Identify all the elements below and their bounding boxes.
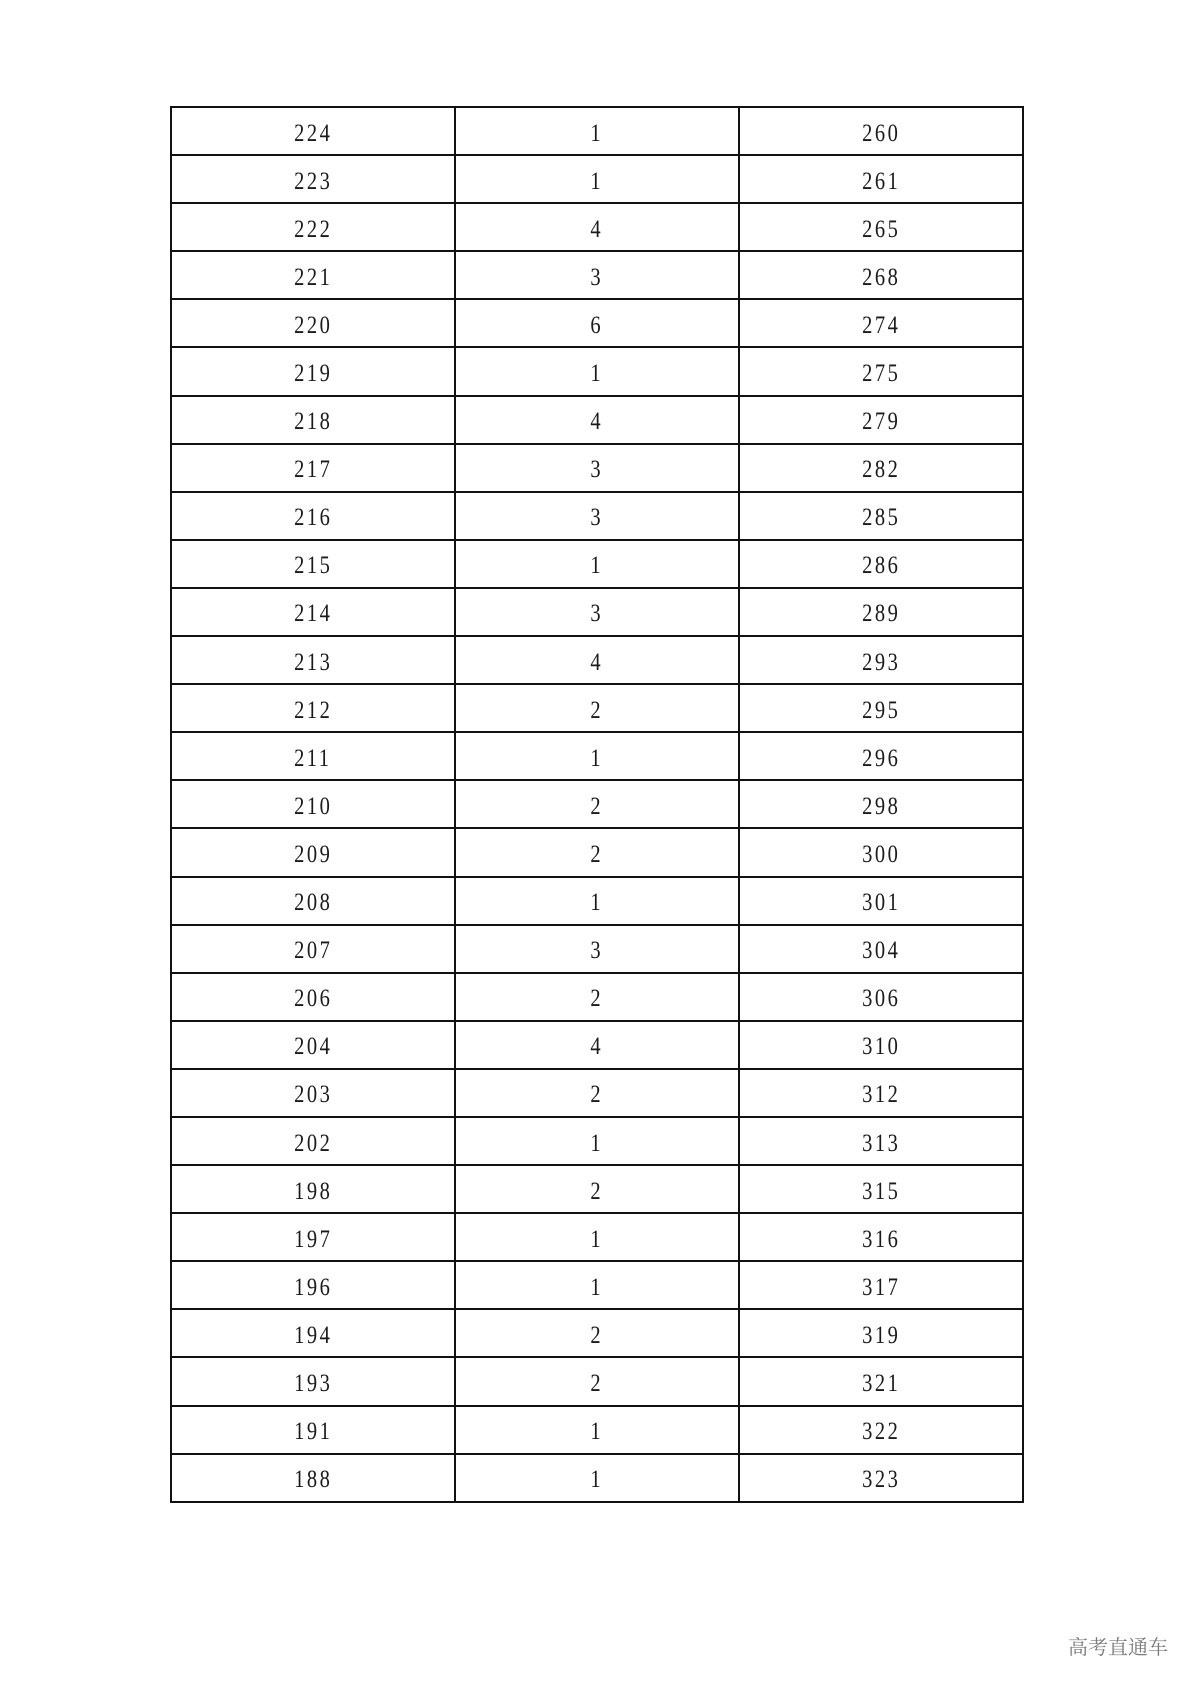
cumulative-cell-text: 306: [861, 985, 901, 1013]
count-cell: [455, 107, 739, 155]
score-cell: [171, 1357, 455, 1405]
cumulative-cell: [739, 636, 1023, 684]
count-cell-text: 1: [590, 167, 604, 195]
count-cell-text: 3: [590, 937, 604, 965]
cumulative-cell-text: 301: [861, 889, 901, 917]
count-cell: [455, 203, 739, 251]
count-cell: [455, 1309, 739, 1357]
count-cell: [455, 492, 739, 540]
score-cell: [171, 203, 455, 251]
cumulative-cell-text: 295: [861, 696, 901, 724]
cumulative-cell: [739, 684, 1023, 732]
score-distribution-table: [170, 106, 1024, 1503]
cumulative-cell: [739, 299, 1023, 347]
score-cell-text: 218: [293, 408, 333, 436]
table-row: [171, 107, 1023, 155]
cumulative-cell-text: 260: [861, 119, 901, 147]
score-cell-text: 216: [293, 504, 333, 532]
score-cell: [171, 732, 455, 780]
count-cell: [455, 1165, 739, 1213]
count-cell-text: 1: [590, 1129, 604, 1157]
table-body: [171, 107, 1023, 1502]
cumulative-cell: [739, 1069, 1023, 1117]
table-row: [171, 828, 1023, 876]
cumulative-cell-text: 274: [861, 311, 901, 339]
score-cell: [171, 251, 455, 299]
count-cell: [455, 1021, 739, 1069]
score-cell: [171, 347, 455, 395]
score-cell: [171, 155, 455, 203]
count-cell: [455, 1261, 739, 1309]
table-row: [171, 1406, 1023, 1454]
count-cell-text: 2: [590, 840, 604, 868]
table-row: [171, 155, 1023, 203]
score-cell: [171, 299, 455, 347]
count-cell: [455, 1069, 739, 1117]
count-cell-text: 1: [590, 552, 604, 580]
table-row: [171, 203, 1023, 251]
count-cell-text: 1: [590, 1225, 604, 1253]
table-row: [171, 396, 1023, 444]
score-cell-text: 204: [293, 1033, 333, 1061]
cumulative-cell: [739, 732, 1023, 780]
cumulative-cell-text: 300: [861, 840, 901, 868]
cumulative-cell: [739, 107, 1023, 155]
count-cell-text: 2: [590, 985, 604, 1013]
count-cell: [455, 1213, 739, 1261]
table-row: [171, 684, 1023, 732]
cumulative-cell: [739, 444, 1023, 492]
cumulative-cell-text: 310: [861, 1033, 901, 1061]
table-row: [171, 347, 1023, 395]
score-cell: [171, 396, 455, 444]
cumulative-cell-text: 316: [861, 1225, 901, 1253]
score-cell-text: 222: [293, 215, 333, 243]
count-cell: [455, 347, 739, 395]
score-cell-text: 212: [293, 696, 333, 724]
count-cell: [455, 396, 739, 444]
score-cell-text: 202: [293, 1129, 333, 1157]
score-cell-text: 207: [293, 937, 333, 965]
count-cell-text: 6: [590, 311, 604, 339]
table-row: [171, 636, 1023, 684]
score-cell-text: 194: [293, 1321, 333, 1349]
count-cell-text: 3: [590, 600, 604, 628]
cumulative-cell: [739, 1406, 1023, 1454]
count-cell: [455, 588, 739, 636]
score-cell: [171, 1406, 455, 1454]
score-cell: [171, 1069, 455, 1117]
cumulative-cell: [739, 155, 1023, 203]
cumulative-cell-text: 289: [861, 600, 901, 628]
score-cell: [171, 1165, 455, 1213]
count-cell-text: 1: [590, 1273, 604, 1301]
count-cell-text: 3: [590, 504, 604, 532]
score-cell: [171, 973, 455, 1021]
count-cell: [455, 540, 739, 588]
table-row: [171, 1261, 1023, 1309]
count-cell: [455, 251, 739, 299]
score-cell-text: 217: [293, 456, 333, 484]
score-cell-text: 209: [293, 840, 333, 868]
count-cell-text: 2: [590, 1081, 604, 1109]
count-cell: [455, 155, 739, 203]
table-row: [171, 299, 1023, 347]
table-row: [171, 925, 1023, 973]
table-row: [171, 251, 1023, 299]
score-cell-text: 213: [293, 648, 333, 676]
count-cell: [455, 1406, 739, 1454]
cumulative-cell: [739, 1309, 1023, 1357]
table-row: [171, 1357, 1023, 1405]
score-cell-text: 211: [294, 744, 332, 772]
cumulative-cell: [739, 1021, 1023, 1069]
cumulative-cell-text: 298: [861, 792, 901, 820]
count-cell-text: 3: [590, 263, 604, 291]
cumulative-cell-text: 293: [861, 648, 901, 676]
score-cell-text: 219: [293, 360, 333, 388]
score-cell: [171, 1021, 455, 1069]
cumulative-cell-text: 261: [861, 167, 901, 195]
cumulative-cell: [739, 1454, 1023, 1502]
table-row: [171, 1213, 1023, 1261]
table-row: [171, 1454, 1023, 1502]
cumulative-cell-text: 304: [861, 937, 901, 965]
score-cell-text: 197: [293, 1225, 333, 1253]
score-cell-text: 193: [293, 1369, 333, 1397]
table-row: [171, 492, 1023, 540]
count-cell-text: 2: [590, 792, 604, 820]
cumulative-cell: [739, 347, 1023, 395]
count-cell-text: 1: [590, 889, 604, 917]
score-cell-text: 191: [293, 1418, 333, 1446]
count-cell-text: 4: [590, 215, 604, 243]
score-cell-text: 208: [293, 889, 333, 917]
cumulative-cell-text: 296: [861, 744, 901, 772]
score-cell-text: 214: [293, 600, 333, 628]
cumulative-cell: [739, 396, 1023, 444]
cumulative-cell: [739, 588, 1023, 636]
cumulative-cell-text: 285: [861, 504, 901, 532]
count-cell-text: 1: [590, 1418, 604, 1446]
score-cell: [171, 925, 455, 973]
table-row: [171, 444, 1023, 492]
count-cell: [455, 1357, 739, 1405]
score-cell-text: 223: [293, 167, 333, 195]
count-cell-text: 1: [590, 119, 604, 147]
cumulative-cell: [739, 973, 1023, 1021]
score-cell-text: 221: [293, 263, 333, 291]
cumulative-cell: [739, 251, 1023, 299]
cumulative-cell-text: 317: [861, 1273, 901, 1301]
score-cell: [171, 107, 455, 155]
count-cell: [455, 973, 739, 1021]
table-row: [171, 1309, 1023, 1357]
count-cell: [455, 877, 739, 925]
count-cell: [455, 299, 739, 347]
count-cell-text: 2: [590, 1369, 604, 1397]
count-cell: [455, 636, 739, 684]
score-cell-text: 206: [293, 985, 333, 1013]
score-cell: [171, 684, 455, 732]
cumulative-cell: [739, 1357, 1023, 1405]
score-cell: [171, 588, 455, 636]
watermark-text: 高考直通车: [1068, 1635, 1168, 1659]
score-cell: [171, 492, 455, 540]
cumulative-cell-text: 286: [861, 552, 901, 580]
cumulative-cell-text: 275: [861, 360, 901, 388]
count-cell: [455, 1117, 739, 1165]
count-cell: [455, 925, 739, 973]
table-row: [171, 1021, 1023, 1069]
cumulative-cell-text: 268: [861, 263, 901, 291]
cumulative-cell: [739, 1117, 1023, 1165]
score-cell: [171, 540, 455, 588]
table-row: [171, 973, 1023, 1021]
table-row: [171, 1165, 1023, 1213]
count-cell-text: 1: [590, 1466, 604, 1494]
cumulative-cell-text: 265: [861, 215, 901, 243]
score-cell: [171, 1261, 455, 1309]
cumulative-cell: [739, 828, 1023, 876]
cumulative-cell: [739, 1261, 1023, 1309]
count-cell: [455, 828, 739, 876]
score-cell-text: 203: [293, 1081, 333, 1109]
score-cell: [171, 636, 455, 684]
count-cell-text: 4: [590, 408, 604, 436]
score-cell-text: 215: [293, 552, 333, 580]
table-row: [171, 540, 1023, 588]
cumulative-cell-text: 315: [861, 1177, 901, 1205]
cumulative-cell: [739, 492, 1023, 540]
count-cell-text: 2: [590, 696, 604, 724]
cumulative-cell-text: 313: [861, 1129, 901, 1157]
count-cell: [455, 444, 739, 492]
cumulative-cell: [739, 1213, 1023, 1261]
count-cell-text: 1: [590, 744, 604, 772]
cumulative-cell-text: 282: [861, 456, 901, 484]
table-row: [171, 877, 1023, 925]
cumulative-cell: [739, 203, 1023, 251]
count-cell-text: 2: [590, 1177, 604, 1205]
count-cell-text: 4: [590, 648, 604, 676]
score-cell-text: 210: [293, 792, 333, 820]
cumulative-cell: [739, 925, 1023, 973]
score-cell-text: 198: [293, 1177, 333, 1205]
count-cell: [455, 684, 739, 732]
cumulative-cell-text: 323: [861, 1466, 901, 1494]
cumulative-cell: [739, 877, 1023, 925]
table-row: [171, 588, 1023, 636]
count-cell-text: 1: [590, 360, 604, 388]
cumulative-cell-text: 319: [861, 1321, 901, 1349]
count-cell-text: 3: [590, 456, 604, 484]
cumulative-cell: [739, 540, 1023, 588]
count-cell: [455, 732, 739, 780]
score-cell: [171, 1454, 455, 1502]
cumulative-cell-text: 312: [861, 1081, 901, 1109]
cumulative-cell-text: 279: [861, 408, 901, 436]
score-cell: [171, 828, 455, 876]
score-cell-text: 220: [293, 311, 333, 339]
cumulative-cell: [739, 1165, 1023, 1213]
cumulative-cell-text: 321: [861, 1369, 901, 1397]
score-cell: [171, 780, 455, 828]
score-cell: [171, 444, 455, 492]
score-cell: [171, 1213, 455, 1261]
score-cell-text: 196: [293, 1273, 333, 1301]
table-row: [171, 1117, 1023, 1165]
table-row: [171, 1069, 1023, 1117]
count-cell-text: 4: [590, 1033, 604, 1061]
score-cell: [171, 877, 455, 925]
score-cell: [171, 1309, 455, 1357]
score-cell: [171, 1117, 455, 1165]
table-row: [171, 732, 1023, 780]
score-cell-text: 188: [293, 1466, 333, 1494]
count-cell: [455, 1454, 739, 1502]
cumulative-cell: [739, 780, 1023, 828]
count-cell: [455, 780, 739, 828]
score-cell-text: 224: [293, 119, 333, 147]
count-cell-text: 2: [590, 1321, 604, 1349]
table-row: [171, 780, 1023, 828]
cumulative-cell-text: 322: [861, 1418, 901, 1446]
